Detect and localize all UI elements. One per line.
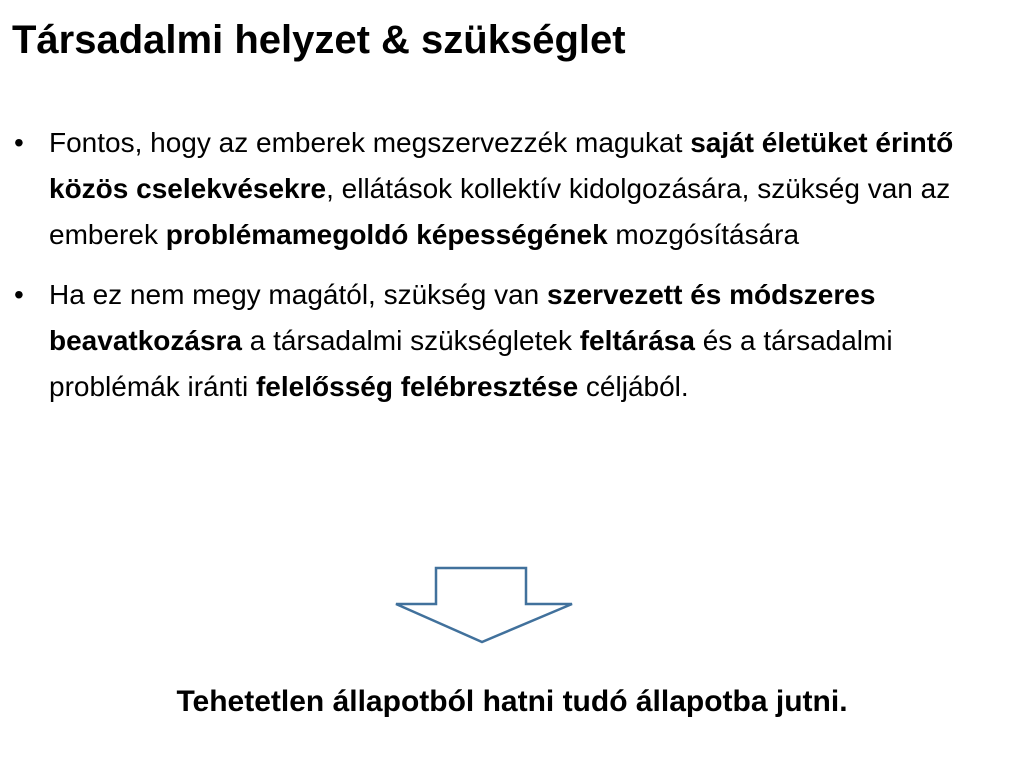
bullet-marker: • xyxy=(14,279,24,310)
bullet-segment-bold: szervezett és módszeres beavatkozásra xyxy=(49,279,876,356)
bullet-segment-bold: saját életüket érintő közös cselekvésekre xyxy=(49,127,954,204)
conclusion-text: Tehetetlen állapotból hatni tudó állapotba jutni. xyxy=(176,685,848,718)
bullet-segment: és a társadalmi problémák iránti xyxy=(49,325,893,402)
bullet-item xyxy=(12,272,1002,410)
slide-title: Társadalmi helyzet & szükséglet xyxy=(12,18,626,62)
bullet-marker: • xyxy=(14,127,24,158)
bullet-segment: , ellátások kollektív kidolgozására, szükség van az emberek xyxy=(49,173,951,250)
down-arrow-icon xyxy=(394,566,576,646)
bullet-segment-bold: felelősség felébresztése xyxy=(255,371,579,402)
bullet-segment: céljából. xyxy=(578,371,689,402)
bullet-segment: Ha ez nem megy magától, szükség van xyxy=(49,279,548,310)
bullet-text xyxy=(49,127,953,250)
bullet-segment: mozgósítására xyxy=(607,219,800,250)
bullet-segment: a társadalmi szükségletek xyxy=(242,325,580,356)
bullet-segment: Fontos, hogy az emberek megszervezzék magukat xyxy=(49,127,691,158)
bullet-segment-bold: feltárása xyxy=(579,325,695,356)
bullet-segment-bold: problémamegoldó képességének xyxy=(165,219,608,250)
bullet-item xyxy=(12,120,1002,258)
bullet-text xyxy=(49,279,893,402)
bullet-list xyxy=(12,120,1002,424)
